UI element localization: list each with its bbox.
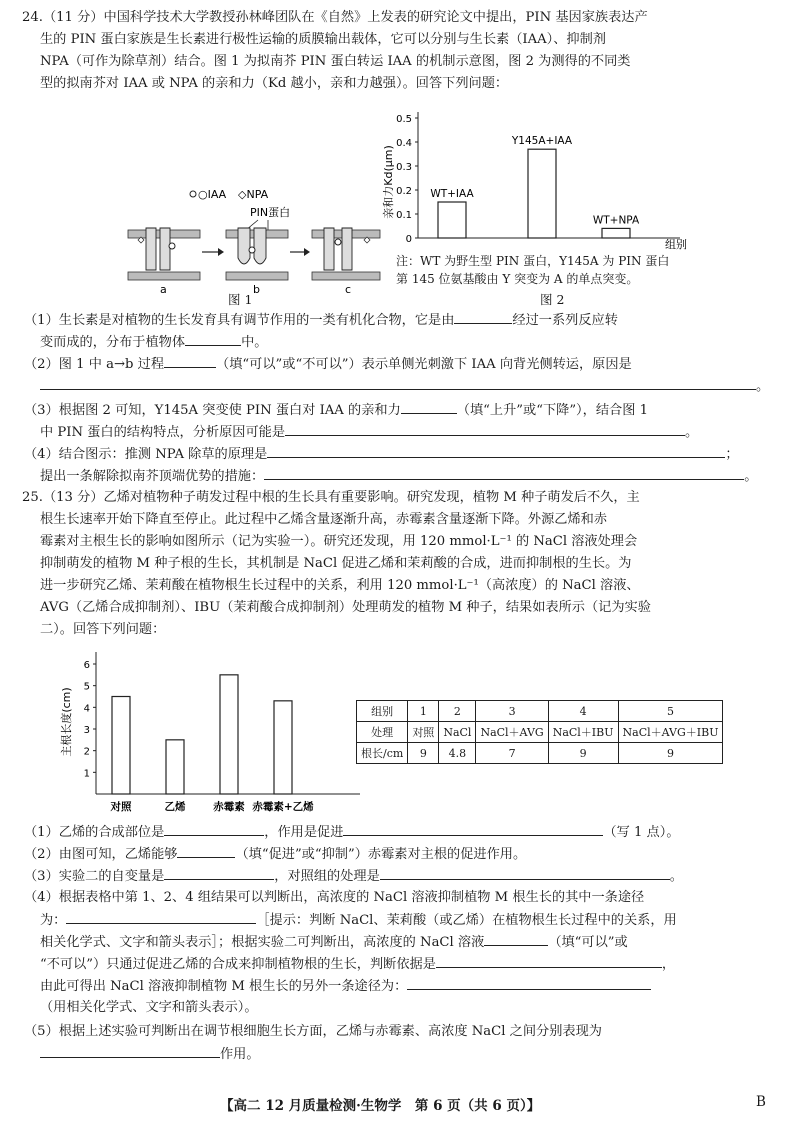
q25-line-4: 抑制萌发的植物 M 种子根的生长，其机制是 NaCl 促进乙烯和茉莉酸的合成，进而抑制根的生长。为 bbox=[40, 556, 632, 571]
q25-s2: （2）由图可知，乙烯能够 （填“促进”或“抑制”）赤霉素对主根的促进作用。 bbox=[24, 844, 526, 865]
q25-s4-line2: 为： ［提示：判断 NaCl、茉莉酸（或乙烯）在植物根生长过程中的关系，用 bbox=[40, 910, 677, 931]
q25-s3: （3）实验二的自变量是 ，对照组的处理是 。 bbox=[24, 866, 683, 887]
q25-s4-blank4[interactable] bbox=[407, 976, 651, 990]
legend-npa: ◇NPA bbox=[238, 188, 269, 201]
pin-protein-label: PIN蛋白 bbox=[250, 206, 291, 219]
q24-s3-blank2[interactable] bbox=[285, 422, 685, 436]
q25-s4-line5: 由此可得出 NaCl 溶液抑制植物 M 根生长的另外一条途径为： bbox=[40, 976, 651, 997]
table-cell: 1 bbox=[408, 701, 439, 722]
fig2-bar bbox=[602, 228, 630, 238]
fig2-tick-label: 0.4 bbox=[396, 138, 412, 149]
table-cell: 对照 bbox=[408, 722, 439, 743]
fig2-note-2: 第 145 位氨基酸由 Y 突变为 A 的单点突变。 bbox=[396, 272, 639, 286]
exp1-tick-label: 6 bbox=[83, 660, 90, 671]
q24-s3-blank1[interactable] bbox=[401, 400, 457, 414]
figure-2-chart bbox=[380, 100, 710, 252]
table-cell: 2 bbox=[439, 701, 476, 722]
table-header-group: 组别 bbox=[357, 701, 408, 722]
q25-s5-line2: 作用。 bbox=[40, 1044, 260, 1065]
table-header-treatment: 处理 bbox=[357, 722, 408, 743]
q24-s2-blank2[interactable] bbox=[40, 376, 756, 390]
exp1-bar bbox=[220, 675, 238, 794]
fig2-bar bbox=[528, 149, 556, 238]
q25-s4-blank1[interactable] bbox=[66, 910, 256, 924]
q25-s3-blank1[interactable] bbox=[164, 866, 274, 880]
fig2-bar bbox=[438, 202, 466, 238]
table-cell: 7 bbox=[476, 743, 548, 764]
q24-s1-line2: 变而成的，分布于植物体 中。 bbox=[40, 332, 267, 353]
q25-line-2: 根生长速率开始下降直至停止。此过程中乙烯含量逐渐升高，赤霉素含量逐渐下降。外源乙烯和赤 bbox=[40, 512, 608, 527]
table-cell: 4.8 bbox=[439, 743, 476, 764]
exp1-tick-label: 3 bbox=[83, 725, 90, 736]
q25-s1-blank2[interactable] bbox=[343, 822, 603, 836]
fig2-note-1: 注：WT 为野生型 PIN 蛋白，Y145A 为 PIN 蛋白 bbox=[396, 254, 670, 268]
q25-s1-blank1[interactable] bbox=[164, 822, 264, 836]
exp1-tick-label: 2 bbox=[83, 746, 90, 758]
q24-s4-line1: （4）结合图示：推测 NPA 除草的原理是 ； bbox=[24, 444, 739, 465]
experiment-2-table bbox=[356, 700, 723, 764]
q25-s4-line3: 相关化学式、文字和箭头表示］；根据实验二可判断出，高浓度的 NaCl 溶液 （填“可以”或 bbox=[40, 932, 628, 953]
experiment-1-chart bbox=[60, 642, 370, 822]
exp1-category-label: 赤霉素+乙烯 bbox=[252, 801, 314, 813]
exp1-category-label: 赤霉素 bbox=[213, 801, 245, 813]
exp1-category-label: 对照 bbox=[110, 801, 132, 813]
q25-s4-line6: （用相关化学式、文字和箭头表示）。 bbox=[40, 1000, 258, 1015]
q25-s4-line4: “不可以”）只通过促进乙烯的合成来抑制植物根的生长，判断依据是 ， bbox=[40, 954, 675, 975]
fig2-bar-label: WT+IAA bbox=[430, 188, 474, 200]
label-b: b bbox=[253, 283, 260, 296]
q25-s5-line1: （5）根据上述实验可判断出在调节根细胞生长方面，乙烯与赤霉素、高浓度 NaCl 之间分别表现为 bbox=[24, 1024, 602, 1039]
table-cell: 9 bbox=[618, 743, 723, 764]
fig2-bar-label: Y145A+IAA bbox=[511, 135, 573, 148]
q24-line-1: 24.（11 分）中国科学技术大学教授孙林峰团队在《自然》上发表的研究论文中提出，PIN 基因家族表达产 bbox=[22, 10, 648, 25]
table-cell: NaCl bbox=[439, 722, 476, 743]
page-footer: 【高二 12 月质量检测·生物学 第 6 页（共 6 页）】 bbox=[220, 1098, 541, 1114]
q25-s5-blank[interactable] bbox=[40, 1044, 220, 1058]
table-cell: 9 bbox=[548, 743, 618, 764]
q25-line-5: 进一步研究乙烯、茉莉酸在植物根生长过程中的关系，利用 120 mmol·L⁻¹（高浓度）的 NaCl 溶液、 bbox=[40, 578, 640, 593]
q25-s4-blank3[interactable] bbox=[436, 954, 662, 968]
figure-1-caption: 图 1 bbox=[228, 292, 253, 307]
q24-s1-blank2[interactable] bbox=[185, 332, 241, 346]
table-row-treatment bbox=[357, 722, 723, 743]
fig2-tick-label: 0 bbox=[405, 234, 412, 245]
figure-2-caption: 图 2 bbox=[540, 292, 565, 307]
q24-s1-blank1[interactable] bbox=[454, 310, 512, 324]
table-cell: 4 bbox=[548, 701, 618, 722]
figure-1-diagram bbox=[120, 180, 385, 300]
label-c: c bbox=[345, 283, 352, 296]
table-cell: NaCl＋IBU bbox=[548, 722, 618, 743]
exp1-ylabel: 主根长度(cm) bbox=[60, 687, 73, 757]
q24-s3-line1: （3）根据图 2 可知，Y145A 突变使 PIN 蛋白对 IAA 的亲和力 （填“上升”或“下降”），结合图 1 bbox=[24, 400, 648, 421]
table-row-length bbox=[357, 743, 723, 764]
q25-s3-blank2[interactable] bbox=[380, 866, 670, 880]
q25-line-6: AVG（乙烯合成抑制剂）、IBU（茉莉酸合成抑制剂）处理萌发的植物 M 种子，结果如表所示（记为实验 bbox=[40, 600, 651, 615]
q25-s4-blank2[interactable] bbox=[484, 932, 548, 946]
table-header-length: 根长/cm bbox=[357, 743, 408, 764]
exp1-bar bbox=[112, 697, 130, 795]
fig2-tick-label: 0.2 bbox=[396, 186, 412, 197]
iaa-legend-icon bbox=[190, 191, 196, 197]
page-version: B bbox=[756, 1094, 766, 1110]
fig2-tick-label: 0.3 bbox=[396, 162, 412, 173]
q25-s4-line1: （4）根据表格中第 1、2、4 组结果可以判断出，高浓度的 NaCl 溶液抑制植物 M 根生长的其中一条途径 bbox=[24, 890, 645, 905]
q25-s2-blank[interactable] bbox=[177, 844, 235, 858]
q24-s4-blank2[interactable] bbox=[264, 466, 744, 480]
q24-line-2: 生的 PIN 蛋白家族是生长素进行极性运输的质膜输出载体，它可以分别与生长素（IAA）、抑制剂 bbox=[40, 32, 606, 47]
table-cell: NaCl＋AVG＋IBU bbox=[618, 722, 723, 743]
table-cell: NaCl＋AVG bbox=[476, 722, 548, 743]
table-row-group bbox=[357, 701, 723, 722]
table-cell: 9 bbox=[408, 743, 439, 764]
q24-s2-line2: 。 bbox=[40, 376, 769, 397]
label-a: a bbox=[160, 283, 167, 296]
q25-line-7: 二）。回答下列问题： bbox=[40, 622, 166, 637]
legend-iaa: ○IAA bbox=[198, 188, 227, 201]
q24-s2-line1: （2）图 1 中 a→b 过程 （填“可以”或“不可以”）表示单侧光刺激下 IAA 向背光侧转运，原因是 bbox=[24, 354, 632, 375]
fig2-bar-label: WT+NPA bbox=[592, 214, 640, 227]
exp1-bar bbox=[274, 701, 292, 794]
q24-s4-blank1[interactable] bbox=[267, 444, 725, 458]
q25-line-3: 霉素对主根生长的影响如图所示（记为实验一）。研究还发现，用 120 mmol·L⁻¹ 的 NaCl 溶液处理会 bbox=[40, 534, 638, 549]
exp1-tick-label: 5 bbox=[83, 681, 90, 693]
fig2-tick-label: 0.5 bbox=[396, 114, 412, 125]
q24-line-4: 型的拟南芥对 IAA 或 NPA 的亲和力（Kd 越小，亲和力越强）。回答下列问题： bbox=[40, 76, 509, 91]
fig2-ylabel: 亲和力Kd(μm) bbox=[382, 145, 395, 219]
fig2-xlabel: 组别 bbox=[665, 238, 687, 251]
exp1-tick-label: 4 bbox=[83, 703, 90, 715]
table-cell: 3 bbox=[476, 701, 548, 722]
table-cell: 5 bbox=[618, 701, 723, 722]
fig2-tick-label: 0.1 bbox=[396, 210, 412, 221]
exp1-category-label: 乙烯 bbox=[164, 801, 186, 813]
q24-s3-line2: 中 PIN 蛋白的结构特点，分析原因可能是 。 bbox=[40, 422, 698, 443]
q24-s4-line2: 提出一条解除拟南芥顶端优势的措施： 。 bbox=[40, 466, 757, 487]
exp1-tick-label: 1 bbox=[83, 768, 90, 780]
q25-s1: （1）乙烯的合成部位是 ，作用是促进 （写 1 点）。 bbox=[24, 822, 680, 843]
q25-line-1: 25.（13 分）乙烯对植物种子萌发过程中根的生长具有重要影响。研究发现，植物 M 种子萌发后不久，主 bbox=[22, 490, 640, 505]
q24-line-3: NPA（可作为除草剂）结合。图 1 为拟南芥 PIN 蛋白转运 IAA 的机制示意图，图 2 为测得的不同类 bbox=[40, 54, 631, 69]
q24-s1-line1: （1）生长素是对植物的生长发育具有调节作用的一类有机化合物，它是由 经过一系列反应转 bbox=[24, 310, 618, 331]
exp1-bar bbox=[166, 740, 184, 794]
q24-s2-blank1[interactable] bbox=[164, 354, 216, 368]
